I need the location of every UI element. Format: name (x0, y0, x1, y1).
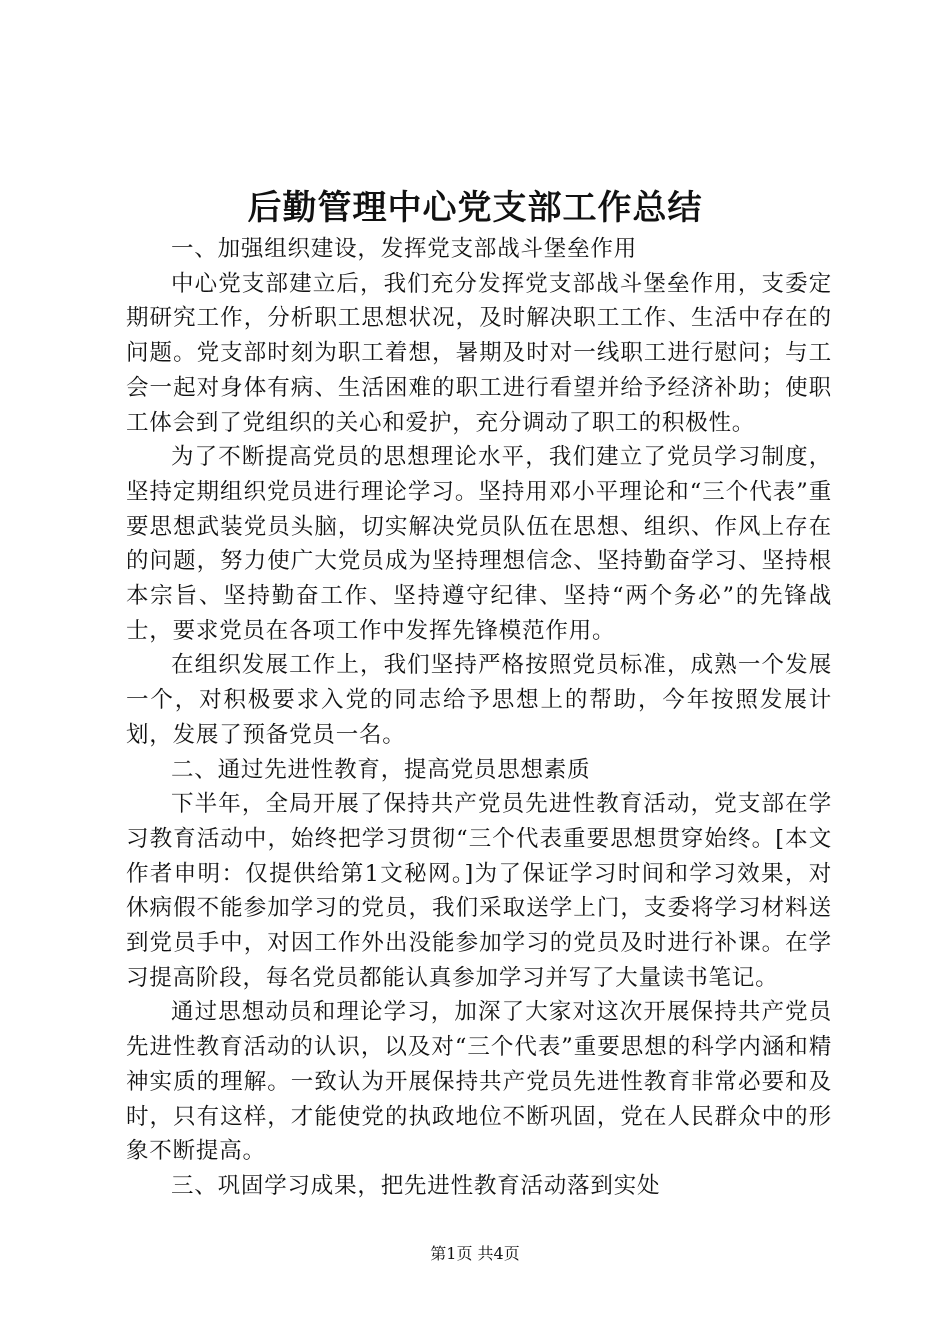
paragraph: 在组织发展工作上，我们坚持严格按照党员标准，成熟一个发展一个，对积极要求入党的同志给予思想上的帮助，今年按照发展计划，发展了预备党员一名。 (126, 652, 832, 748)
document-title: 后勤管理中心党支部工作总结 (247, 188, 703, 228)
paragraph: 为了不断提高党员的思想理论水平，我们建立了党员学习制度，坚持定期组织党员进行理论学习。坚持用邓小平理论和“三个代表”重要思想武装党员头脑，切实解决党员队伍在思想、组织、作风上存在的问题，努力使广大党员成为坚持理想信念、坚持勤奋学习、坚持根本宗旨、坚持勤奋工作、坚持遵守纪律、坚持“两个务必”的先锋战士，要求党员在各项工作中发挥先锋模范作用。 (126, 444, 832, 644)
page-number: 第1页 共4页 (430, 1244, 520, 1263)
section-heading-3: 三、巩固学习成果，把先进性教育活动落到实处 (171, 1172, 661, 1199)
section-heading-1: 一、加强组织建设，发挥党支部战斗堡垒作用 (171, 236, 638, 262)
section-heading-2: 二、通过先进性教育，提高党员思想素质 (171, 756, 591, 783)
document-body (126, 232, 832, 1204)
paragraph: 中心党支部建立后，我们充分发挥党支部战斗堡垒作用，支委定期研究工作，分析职工思想状况，及时解决职工工作、生活中存在的问题。党支部时刻为职工着想，暑期及时对一线职工进行慰问；与工会一起对身体有病、生活困难的职工进行看望并给予经济补助；使职工体会到了党组织的关心和爱护，充分调动了职工的积极性。 (126, 270, 832, 436)
paragraph: 下半年，全局开展了保持共产党员先进性教育活动，党支部在学习教育活动中，始终把学习贯彻“三个代表重要思想贯穿始终。[本文作者申明：仅提供给第1文秘网。]为了保证学习时间和学习效果，对休病假不能参加学习的党员，我们采取送学上门，支委将学习材料送到党员手中，对因工作外出没能参加学习的党员及时进行补课。在学习提高阶段，每名党员都能认真参加学习并写了大量读书笔记。 (126, 791, 832, 991)
page-footer (0, 1244, 950, 1264)
paragraph: 通过思想动员和理论学习，加深了大家对这次开展保持共产党员先进性教育活动的认识，以及对“三个代表”重要思想的科学内涵和精神实质的理解。一致认为开展保持共产党员先进性教育非常必要和及时，只有这样，才能使党的执政地位不断巩固，党在人民群众中的形象不断提高。 (126, 999, 832, 1165)
